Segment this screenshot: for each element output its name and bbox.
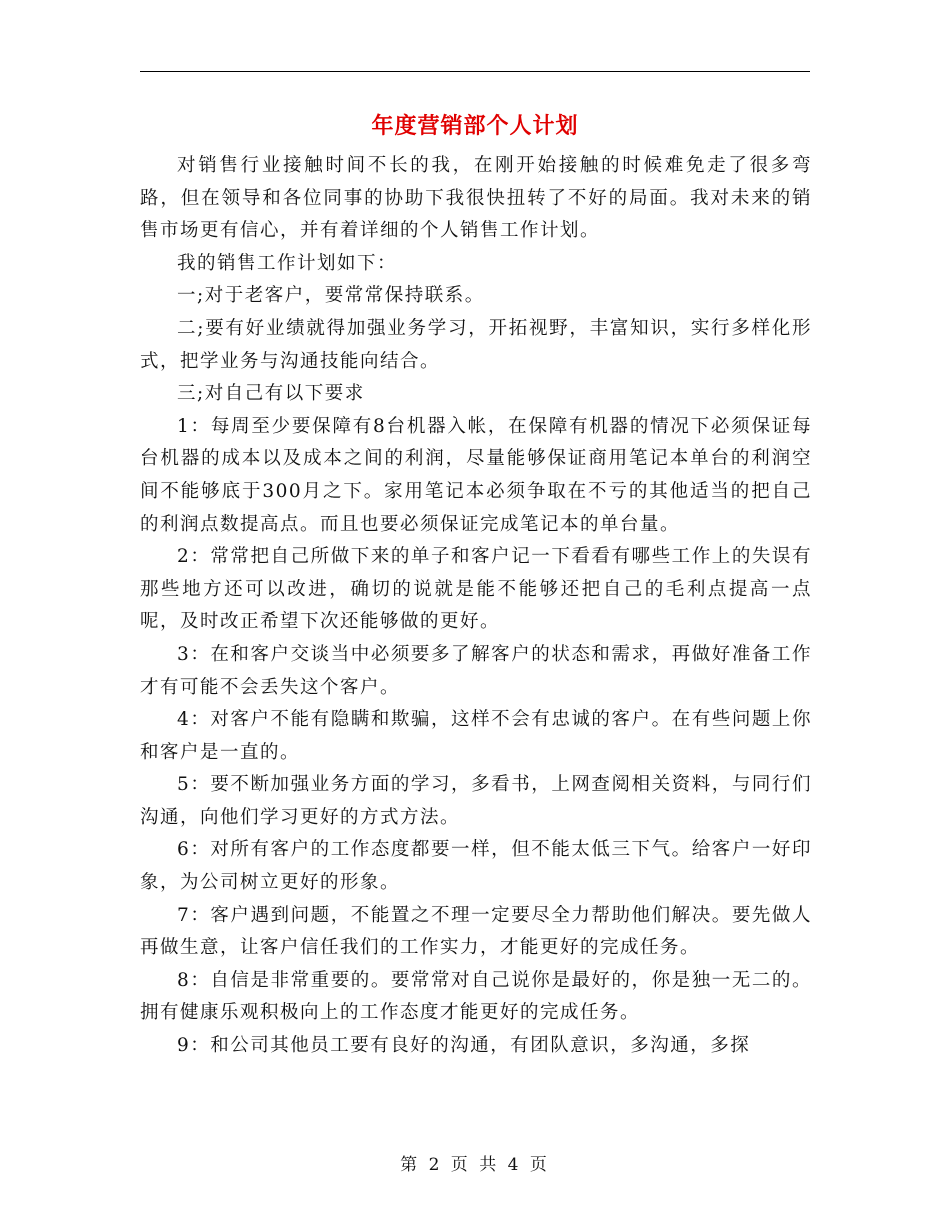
paragraph-requirement-6: 6：对所有客户的工作态度都要一样，但不能太低三下气。给客户一好印象，为公司树立更好的形象。 (140, 839, 812, 894)
paragraph-intro: 对销售行业接触时间不长的我，在刚开始接触的时候难免走了很多弯路，但在领导和各位同事的协助下我很快扭转了不好的局面。我对未来的销售市场更有信心，并有着详细的个人销售工作计划。 (140, 155, 812, 242)
document-body (140, 150, 812, 1063)
paragraph-requirement-9: 9：和公司其他员工要有良好的沟通，有团队意识，多沟通，多探 (177, 1035, 751, 1057)
paragraph-requirement-4: 4：对客户不能有隐瞒和欺骗，这样不会有忠诚的客户。在有些问题上你和客户是一直的。 (140, 709, 812, 763)
paragraph-requirement-5: 5：要不断加强业务方面的学习，多看书，上网查阅相关资料，与同行们沟通，向他们学习更好的方式方法。 (140, 774, 812, 828)
paragraph-requirement-2: 2：常常把自己所做下来的单子和客户记一下看看有哪些工作上的失误有那些地方还可以改进，确切的说就是能不能够还把自己的毛利点提高一点呢，及时改正希望下次还能够做的更好。 (140, 546, 812, 633)
paragraph-requirement-8: 8：自信是非常重要的。要常常对自己说你是最好的，你是独一无二的。拥有健康乐观积极向上的工作态度才能更好的完成任务。 (140, 969, 812, 1024)
header-rule (140, 71, 810, 72)
paragraph-item-three: 三;对自己有以下要求 (177, 383, 365, 405)
paragraph-item-one: 一;对于老客户，要常常保持联系。 (177, 285, 485, 307)
page-number-footer: 第 2 页 共 4 页 (400, 1155, 550, 1175)
paragraph-plan-heading: 我的销售工作计划如下： (177, 252, 398, 274)
paragraph-requirement-7: 7：客户遇到问题，不能置之不理一定要尽全力帮助他们解决。要先做人再做生意，让客户信任我们的工作实力，才能更好的完成任务。 (140, 904, 812, 959)
paragraph-requirement-1: 1：每周至少要保障有8台机器入帐，在保障有机器的情况下必须保证每台机器的成本以及成本之间的利润，尽量能够保证商用笔记本单台的利润空间不能够底于300月之下。家用笔记本必须争取在不亏的其他适当的把自己的利润点数提高点。而且也要必须保证完成笔记本的单台量。 (140, 415, 812, 535)
paragraph-requirement-3: 3：在和客户交谈当中必须要多了解客户的状态和需求，再做好准备工作才有可能不会丢失这个客户。 (140, 643, 812, 698)
paragraph-item-two: 二;要有好业绩就得加强业务学习，开拓视野，丰富知识，实行多样化形式，把学业务与沟通技能向结合。 (140, 317, 812, 372)
document-title: 年度营销部个人计划 (371, 113, 579, 139)
